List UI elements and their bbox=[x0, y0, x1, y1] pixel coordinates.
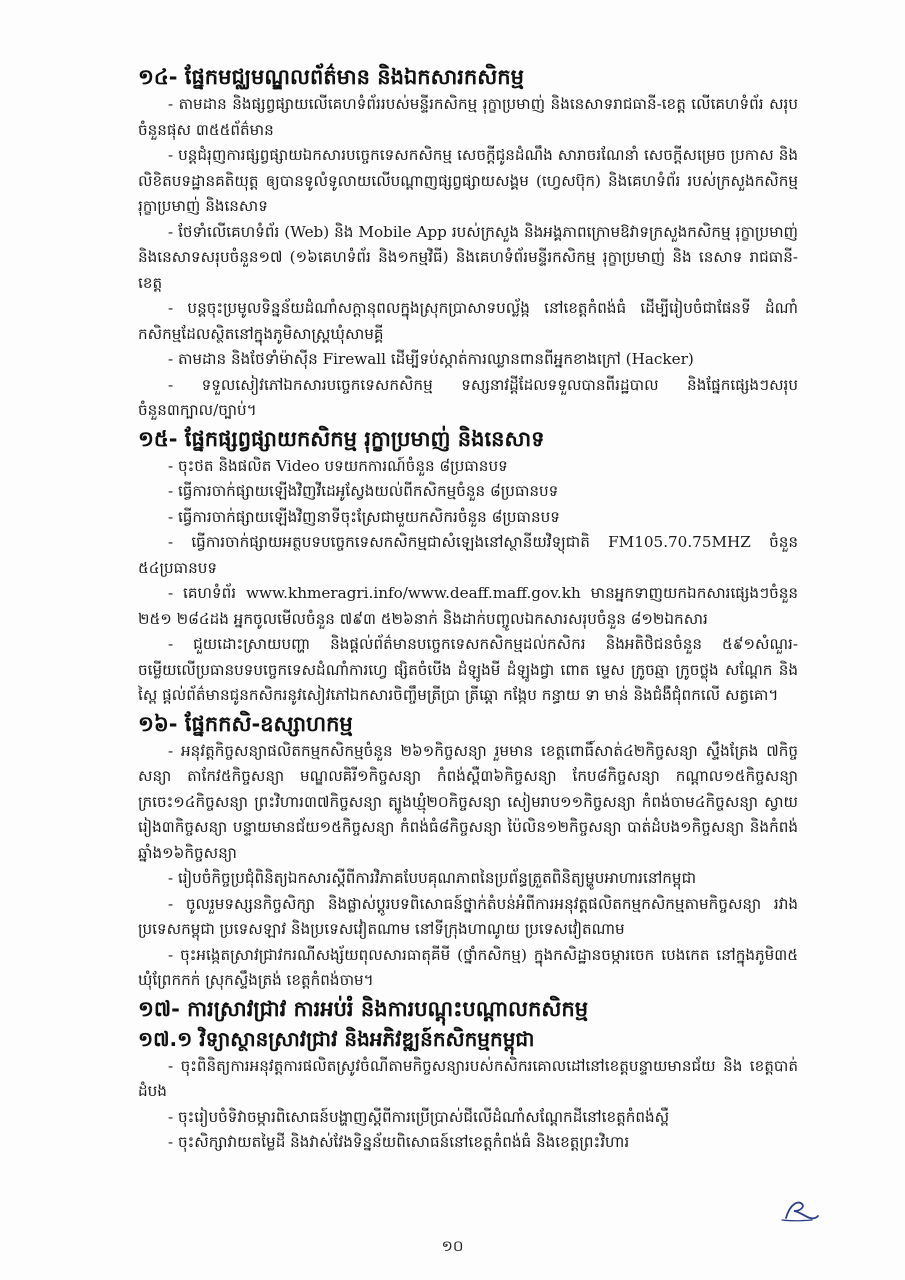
section-paragraph: - ចុះសិក្សាវាយតម្លៃដី និងវាស់វែងទិន្នន័យពិសោធន៍នៅខេត្តកំពង់ធំ និងខេត្តព្រះវិហារ bbox=[168, 1133, 630, 1151]
section-paragraph: - ថែទាំលើគេហទំព័រ (Web) និង Mobile App របស់ក្រសួង និងអង្គភាពក្រោមឱវាទក្រសួងកសិកម្ម រុក្ខាប្រមាញ់ និងនេសាទសរុបចំនួន១៧ (១៦គេហទំព័រ និង១កម្មវិធី) និងគេហទំព័រមន្ទីរកសិកម្ម រុក្ខាប្រមាញ់ និង នេសាទ រាជធានី-ខេត្ត bbox=[138, 222, 798, 292]
section-paragraph: - ធ្វើការចាក់ផ្សាយឡើងវិញវីដេអូស្វែងយល់ពីកសិកម្មចំនួន ៨ប្រធានបទ bbox=[168, 482, 559, 500]
document-body bbox=[138, 62, 798, 1156]
section-paragraph: - ចូលរួមទស្សនកិច្ចសិក្សា និងផ្លាស់ប្តូរបទពិសោធន៍ថ្នាក់តំបន់អំពីការអនុវត្តផលិតកម្មកសិកម្មតាមកិច្ចសន្យា រវាងប្រទេសកម្ពុជា ប្រទេសឡាវ និងប្រទេសវៀតណាម នៅទីក្រុងហាណូយ ប្រទេសវៀតណាម bbox=[138, 894, 798, 938]
section-heading: ១៧- ការស្រាវជ្រាវ ការអប់រំ និងការបណ្តុះបណ្តាលកសិកម្ម bbox=[138, 996, 589, 1021]
page-number: ១០ bbox=[441, 1237, 464, 1255]
section-paragraph: - បន្តចុះប្រមូលទិន្នន័យដំណាំសក្តានុពលក្នុងស្រុកប្រាសាទបល្ល័ង្ក នៅខេត្តកំពង់ធំ ដើម្បីរៀបចំជាផែនទី ដំណាំកសិកម្មដែលស្ថិតនៅក្នុងភូមិសាស្ត្រឃុំសាមគ្គី bbox=[138, 299, 798, 343]
section-paragraph: - គេហទំព័រ www.khmeragri.info/www.deaff.maff.gov.kh មានអ្នកទាញយកឯកសារផ្សេងៗចំនួន ២៥១ ២៨៤ដង អ្នកចូលមើលចំនួន ៧៩៣ ៥២៦នាក់ និងដាក់បញ្ចូលឯកសារសរុបចំនួន ៨១២ឯកសារ bbox=[138, 584, 798, 628]
section-paragraph: - អនុវត្តកិច្ចសន្យាផលិតកម្មកសិកម្មចំនួន ២៦១កិច្ចសន្យា រួមមាន ខេត្តពោធិ៍សាត់៤២កិច្ចសន្យា ស្ទឹងត្រែង ៧កិច្ចសន្យា តាកែវ៥កិច្ចសន្យា មណ្ឌលគិរី១កិច្ចសន្យា កំពង់ស្ពឺ៣៦កិច្ចសន្យា កែប៨កិច្ចសន្យា កណ្តាល១៥កិច្ចសន្យា ក្រចេះ១៤កិច្ចសន្យា ព្រះវិហារ៣៧កិច្ចសន្យា ត្បូងឃ្មុំ២០កិច្ចសន្យា សៀមរាប១១កិច្ចសន្យា កំពង់ចាម៤កិច្ចសន្យា ស្វាយរៀង៣កិច្ចសន្យា បន្ទាយមានជ័យ១៥កិច្ចសន្យា កំពង់ធំ៨កិច្ចសន្យា ប៉ៃលិន១២កិច្ចសន្យា បាត់ដំបង១កិច្ចសន្យា និងកំពង់ឆ្នាំង១៦កិច្ចសន្យា bbox=[138, 741, 798, 862]
section-paragraph: - ចុះថត និងផលិត Video បទយកការណ៍ចំនួន ៨ប្រធានបទ bbox=[168, 456, 508, 475]
section-heading: ១៧.១ វិទ្យាស្ថានស្រាវជ្រាវ និងអភិវឌ្ឍន៍កសិកម្មកម្ពុជា bbox=[138, 1026, 535, 1051]
section-paragraph: - ចុះរៀបចំទិវាចម្ការពិសោធន៍បង្ហាញស្តីពីការប្រើប្រាស់ជីលើដំណាំសណ្តែកដីនៅខេត្តកំពង់ស្ពឺ bbox=[168, 1107, 670, 1126]
section-paragraph: - ចុះអង្កេតស្រាវជ្រាវករណីសង្ស័យពុលសារធាតុគីមី (ថ្នាំកសិកម្ម) ក្នុងកសិដ្ឋានចម្ការចេក បេងកេត នៅក្នុងភូមិ៣៥ ឃុំព្រែកកក់ ស្រុកស្ទឹងត្រង់ ខេត្តកំពង់ចាម។ bbox=[138, 945, 798, 989]
handwritten-initial bbox=[776, 1196, 820, 1224]
section-paragraph: - ទទួលសៀវភៅឯកសារបច្ចេកទេសកសិកម្ម ទស្សនាវដ្តីដែលទទួលបានពីរដ្ឋបាល និងផ្នែកផ្សេងៗសរុប ចំនួន៣ក្បាល/ច្បាប់។ bbox=[138, 375, 798, 419]
section-paragraph: - តាមដាន និងផ្សព្វផ្សាយលើគេហទំព័ររបស់មន្ទីរកសិកម្ម រុក្ខាប្រមាញ់ និងនេសាទរាជធានី-ខេត្ត លើគេហទំព័រ សរុបចំនួនផុស ៣៥៥ព័ត៌មាន bbox=[138, 95, 798, 139]
section-paragraph: - ចុះពិនិត្យការអនុវត្តការផលិតស្រូវចំណីតាមកិច្ចសន្យារបស់កសិករគោលដៅនៅខេត្តបន្ទាយមានជ័យ និង ខេត្តបាត់ដំបង bbox=[138, 1056, 798, 1100]
section-paragraph: - តាមដាន និងថែទាំម៉ាស៊ីន Firewall ដើម្បីទប់ស្កាត់ការឈ្លានពានពីអ្នកខាងក្រៅ (Hacker) bbox=[168, 350, 694, 368]
section-heading: ១៦- ផ្នែកកសិ-ឧស្សាហកម្ម bbox=[138, 711, 353, 736]
section-paragraph: - ជួយដោះស្រាយបញ្ហា និងផ្តល់ព័ត៌មានបច្ចេកទេសកសិកម្មដល់កសិករ និងអតិថិជនចំនួន ៥៩១សំណួរ- ចម្លើយលើប្រធានបទបច្ចេកទេសដំណាំការហ្វេ ផ្សិតចំបើង ដំឡូងមី ដំឡូងជ្វា ពោត ម្ទេស ក្រូចឆ្មា ក្រូចថ្លុង សណ្តែក និងស្ពៃ ផ្តល់ព័ត៌មានជូនកសិករនូវសៀវភៅឯកសារចិញ្ចឹមត្រីប្រា ត្រីឆ្តោ កង្កែប កន្ធាយ ទា មាន់ និងជំងឺជុំពកលើ សត្វគោ។ bbox=[138, 635, 798, 704]
section-paragraph: - រៀបចំកិច្ចប្រជុំពិនិត្យឯកសារស្តីពីការវិភាគបែបគុណភាពនៃប្រព័ន្ធត្រួតពិនិត្យម្ហូបអាហារនៅកម្ពុជា bbox=[168, 869, 697, 887]
section-paragraph: - ធ្វើការចាក់ផ្សាយអត្ថបទបច្ចេកទេសកសិកម្មជាសំឡេងនៅស្ថានីយវិទ្យុជាតិ FM105.70.75MHZ ចំនួន ៥៤ប្រធានបទ bbox=[138, 533, 798, 577]
section-paragraph: - បន្តជំរុញការផ្សព្វផ្សាយឯកសារបច្ចេកទេសកសិកម្ម សេចក្តីជូនដំណឹង សារាចរណែនាំ សេចក្តីសម្រេច ប្រកាស និងលិខិតបទដ្ឋានគតិយុត្ត ឲ្យបានទូលំទូលាយលើបណ្តាញផ្សព្វផ្សាយសង្គម (ហ្វេសប៊ុក) និងគេហទំព័រ របស់ក្រសួងកសិកម្ម រុក្ខាប្រមាញ់ និងនេសាទ bbox=[138, 146, 798, 215]
section-heading: ១៤- ផ្នែកមជ្ឈមណ្ឌលព័ត៌មាន និងឯកសារកសិកម្ម bbox=[138, 65, 524, 89]
section-paragraph: - ធ្វើការចាក់ផ្សាយឡើងវិញនាទីចុះស្រែជាមួយកសិករចំនួន ៨ប្រធានបទ bbox=[168, 507, 560, 526]
section-heading: ១៥- ផ្នែកផ្សព្វផ្សាយកសិកម្ម រុក្ខាប្រមាញ់ និងនេសាទ bbox=[138, 426, 545, 451]
